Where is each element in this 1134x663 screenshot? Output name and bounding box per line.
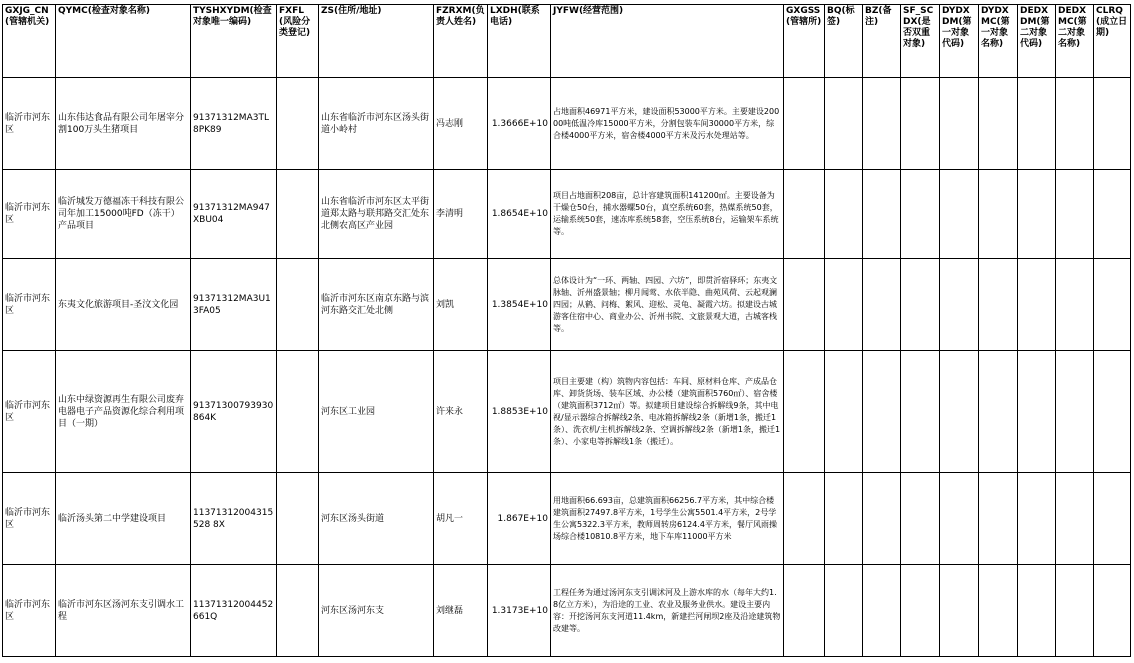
cell-qymc: 山东伟达食品有限公司年屠宰分割100万头生猪项目: [56, 78, 191, 170]
table-row: [3, 351, 1131, 473]
cell-sf-scdx: [901, 78, 940, 170]
cell-zs: 临沂市河东区南京东路与滨河东路交汇处北侧: [319, 259, 434, 351]
cell-qymc: 临沂市河东区汤河东支引调水工程: [56, 565, 191, 657]
cell-dedxdm: [1018, 565, 1056, 657]
cell-clrq: [1094, 473, 1131, 565]
cell-qymc: 临沂城发万德福冻干科技有限公司年加工15000吨FD（冻干）产品项目: [56, 170, 191, 259]
cell-dydxdm: [940, 473, 979, 565]
cell-dydxdm: [940, 351, 979, 473]
header-cell-qymc: QYMC(检查对象名称): [56, 5, 191, 78]
header-cell-sf-scdx: SF_SCDX(是否双重对象): [901, 5, 940, 78]
header-cell-gxgss: GXGSS(管辖所): [784, 5, 825, 78]
table-row: [3, 259, 1131, 351]
cell-bz: [863, 351, 901, 473]
cell-fzr: 李清明: [434, 170, 488, 259]
cell-gxjg: 临沂市河东区: [3, 259, 56, 351]
data-table: [2, 4, 1131, 657]
header-cell-lxdh: LXDH(联系电话): [488, 5, 551, 78]
cell-lxdh: 1.867E+10: [488, 473, 551, 565]
table-row: [3, 170, 1131, 259]
cell-clrq: [1094, 259, 1131, 351]
cell-gxgss: [784, 473, 825, 565]
header-cell-bz: BZ(备注): [863, 5, 901, 78]
cell-jyfw: 工程任务为通过汤河东支引调沭河及上游水库的水（每年大约1.8亿立方米），为沿途的工业、农业及服务业供水。建设主要内容：开挖汤河东支河道11.4km，新建拦河闸坝2座及沿途建筑物改建等。: [551, 565, 784, 657]
cell-code: 91371312MA3U13FA05: [191, 259, 277, 351]
cell-dydxmc: [979, 170, 1018, 259]
cell-qymc: 山东中绿资源再生有限公司废弃电器电子产品资源化综合利用项目（一期）: [56, 351, 191, 473]
cell-lxdh: 1.3173E+10: [488, 565, 551, 657]
cell-zs: 山东省临沂市河东区汤头街道小岭村: [319, 78, 434, 170]
header-cell-clrq: CLRQ(成立日期): [1094, 5, 1131, 78]
cell-fzr: 刘凯: [434, 259, 488, 351]
cell-jyfw: 总体设计为“一环、两轴、四园、六坊”，即贯沂宿驿环；东夷文脉轴、沂州盛景轴；柳月闻莺、水依半隐、曲苑风荷、云起观澜四园；从鹤、问梅、絮风、迎松、灵龟、凝霞六坊。拟建设古城游客住宿中心、商业办公、沂州书院、文旅景观大道，古城客栈等。: [551, 259, 784, 351]
cell-gxgss: [784, 78, 825, 170]
cell-sf-scdx: [901, 473, 940, 565]
cell-jyfw: 项目主要建（构）筑物内容包括：车间、原材料仓库、产成品仓库、卸货货场、装车区域、办公楼（建筑面积5760㎡）、宿舍楼（建筑面积3712㎡）等。拟建项目建设综合拆解线9条，其中电视/显示器综合拆解线2条、电冰箱拆解线2条（新增1条，搬迁1条）、洗衣机/主机拆解线2条、空调拆解线2条（新增1条，搬迁1条）、小家电等拆解线1条（搬迁）。: [551, 351, 784, 473]
cell-dedxdm: [1018, 78, 1056, 170]
cell-qymc: 东夷文化旅游项目-圣汶文化园: [56, 259, 191, 351]
header-row: [3, 5, 1131, 78]
header-cell-jyfw: JYFW(经营范围): [551, 5, 784, 78]
cell-dydxmc: [979, 473, 1018, 565]
cell-bq: [825, 170, 863, 259]
cell-dydxdm: [940, 78, 979, 170]
cell-dedxmc: [1056, 259, 1094, 351]
cell-fxfl: [277, 259, 319, 351]
cell-gxjg: 临沂市河东区: [3, 170, 56, 259]
cell-clrq: [1094, 170, 1131, 259]
cell-clrq: [1094, 351, 1131, 473]
header-cell-zs: ZS(住所/地址): [319, 5, 434, 78]
cell-fxfl: [277, 565, 319, 657]
cell-dydxdm: [940, 565, 979, 657]
cell-dydxmc: [979, 78, 1018, 170]
cell-fzr: 胡凡一: [434, 473, 488, 565]
cell-gxjg: 临沂市河东区: [3, 351, 56, 473]
cell-zs: 河东区工业园: [319, 351, 434, 473]
table-row: [3, 473, 1131, 565]
header-cell-dedxmc: DEDXMC(第二对象名称): [1056, 5, 1094, 78]
cell-dedxmc: [1056, 473, 1094, 565]
cell-bz: [863, 259, 901, 351]
cell-gxgss: [784, 259, 825, 351]
cell-gxgss: [784, 565, 825, 657]
cell-gxjg: 临沂市河东区: [3, 473, 56, 565]
cell-dedxmc: [1056, 170, 1094, 259]
cell-gxgss: [784, 351, 825, 473]
cell-fzr: 刘继磊: [434, 565, 488, 657]
cell-dydxmc: [979, 565, 1018, 657]
cell-fzr: 冯志刚: [434, 78, 488, 170]
cell-bq: [825, 259, 863, 351]
cell-bq: [825, 565, 863, 657]
cell-bz: [863, 78, 901, 170]
cell-clrq: [1094, 565, 1131, 657]
cell-zs: 河东区汤头街道: [319, 473, 434, 565]
cell-code: 91371300793930864K: [191, 351, 277, 473]
cell-lxdh: 1.8853E+10: [488, 351, 551, 473]
cell-fxfl: [277, 170, 319, 259]
cell-dydxmc: [979, 351, 1018, 473]
cell-dydxdm: [940, 259, 979, 351]
cell-fxfl: [277, 78, 319, 170]
cell-code: 11371312004315528 8X: [191, 473, 277, 565]
cell-qymc: 临沂汤头第二中学建设项目: [56, 473, 191, 565]
cell-bq: [825, 473, 863, 565]
header-cell-dydxmc: DYDXMC(第一对象名称): [979, 5, 1018, 78]
cell-gxjg: 临沂市河东区: [3, 565, 56, 657]
cell-bz: [863, 565, 901, 657]
cell-clrq: [1094, 78, 1131, 170]
cell-gxjg: 临沂市河东区: [3, 78, 56, 170]
table-row: [3, 565, 1131, 657]
cell-gxgss: [784, 170, 825, 259]
cell-dedxmc: [1056, 565, 1094, 657]
cell-dedxmc: [1056, 78, 1094, 170]
header-cell-bq: BQ(标签): [825, 5, 863, 78]
cell-fxfl: [277, 351, 319, 473]
cell-bz: [863, 170, 901, 259]
cell-dedxmc: [1056, 351, 1094, 473]
header-cell-dedxdm: DEDXDM(第二对象代码): [1018, 5, 1056, 78]
cell-zs: 河东区汤河东支: [319, 565, 434, 657]
cell-sf-scdx: [901, 565, 940, 657]
cell-code: 11371312004452661Q: [191, 565, 277, 657]
header-cell-tyshxydm: TYSHXYDM(检查对象唯一编码): [191, 5, 277, 78]
cell-lxdh: 1.3854E+10: [488, 259, 551, 351]
cell-dedxdm: [1018, 473, 1056, 565]
cell-dedxdm: [1018, 170, 1056, 259]
cell-bq: [825, 78, 863, 170]
cell-jyfw: 占地面积46971平方米，建设面积53000平方米。主要建设20000吨低温冷库15000平方米，分割包装车间30000平方米，综合楼4000平方米，宿舍楼4000平方米及污水处理站等。: [551, 78, 784, 170]
cell-jyfw: 用地面积66.693亩，总建筑面积66256.7平方米，其中综合楼建筑面积27497.8平方米，1号学生公寓5501.4平方米，2号学生公寓5322.3平方米，教师周转房6124.4平方米，餐厅风雨操场综合楼10810.8平方米，地下车库11000平方米: [551, 473, 784, 565]
cell-code: 91371312MA947XBU04: [191, 170, 277, 259]
cell-bz: [863, 473, 901, 565]
header-cell-gxjg: GXJG_CN(管辖机关): [3, 5, 56, 78]
cell-dydxmc: [979, 259, 1018, 351]
cell-jyfw: 项目占地面积208亩，总计容建筑面积141200㎡。主要设备为干燥仓50台，捕水器螺50台，真空系统60套，热媒系统50套，运输系统50套，速冻库系统58套，空压系统8台，运输架车系统等。: [551, 170, 784, 259]
cell-lxdh: 1.8654E+10: [488, 170, 551, 259]
cell-dedxdm: [1018, 259, 1056, 351]
cell-fzr: 许来永: [434, 351, 488, 473]
cell-sf-scdx: [901, 351, 940, 473]
cell-zs: 山东省临沂市河东区太平街道郑太路与联邦路交汇处东北侧农高区产业园: [319, 170, 434, 259]
cell-code: 91371312MA3TL8PK89: [191, 78, 277, 170]
cell-bq: [825, 351, 863, 473]
cell-sf-scdx: [901, 170, 940, 259]
cell-dydxdm: [940, 170, 979, 259]
table-row: [3, 78, 1131, 170]
cell-dedxdm: [1018, 351, 1056, 473]
header-cell-dydxdm: DYDXDM(第一对象代码): [940, 5, 979, 78]
cell-lxdh: 1.3666E+10: [488, 78, 551, 170]
header-cell-fzrxm: FZRXM(负责人姓名): [434, 5, 488, 78]
cell-sf-scdx: [901, 259, 940, 351]
header-cell-fxfl: FXFL(风险分类登记): [277, 5, 319, 78]
cell-fxfl: [277, 473, 319, 565]
